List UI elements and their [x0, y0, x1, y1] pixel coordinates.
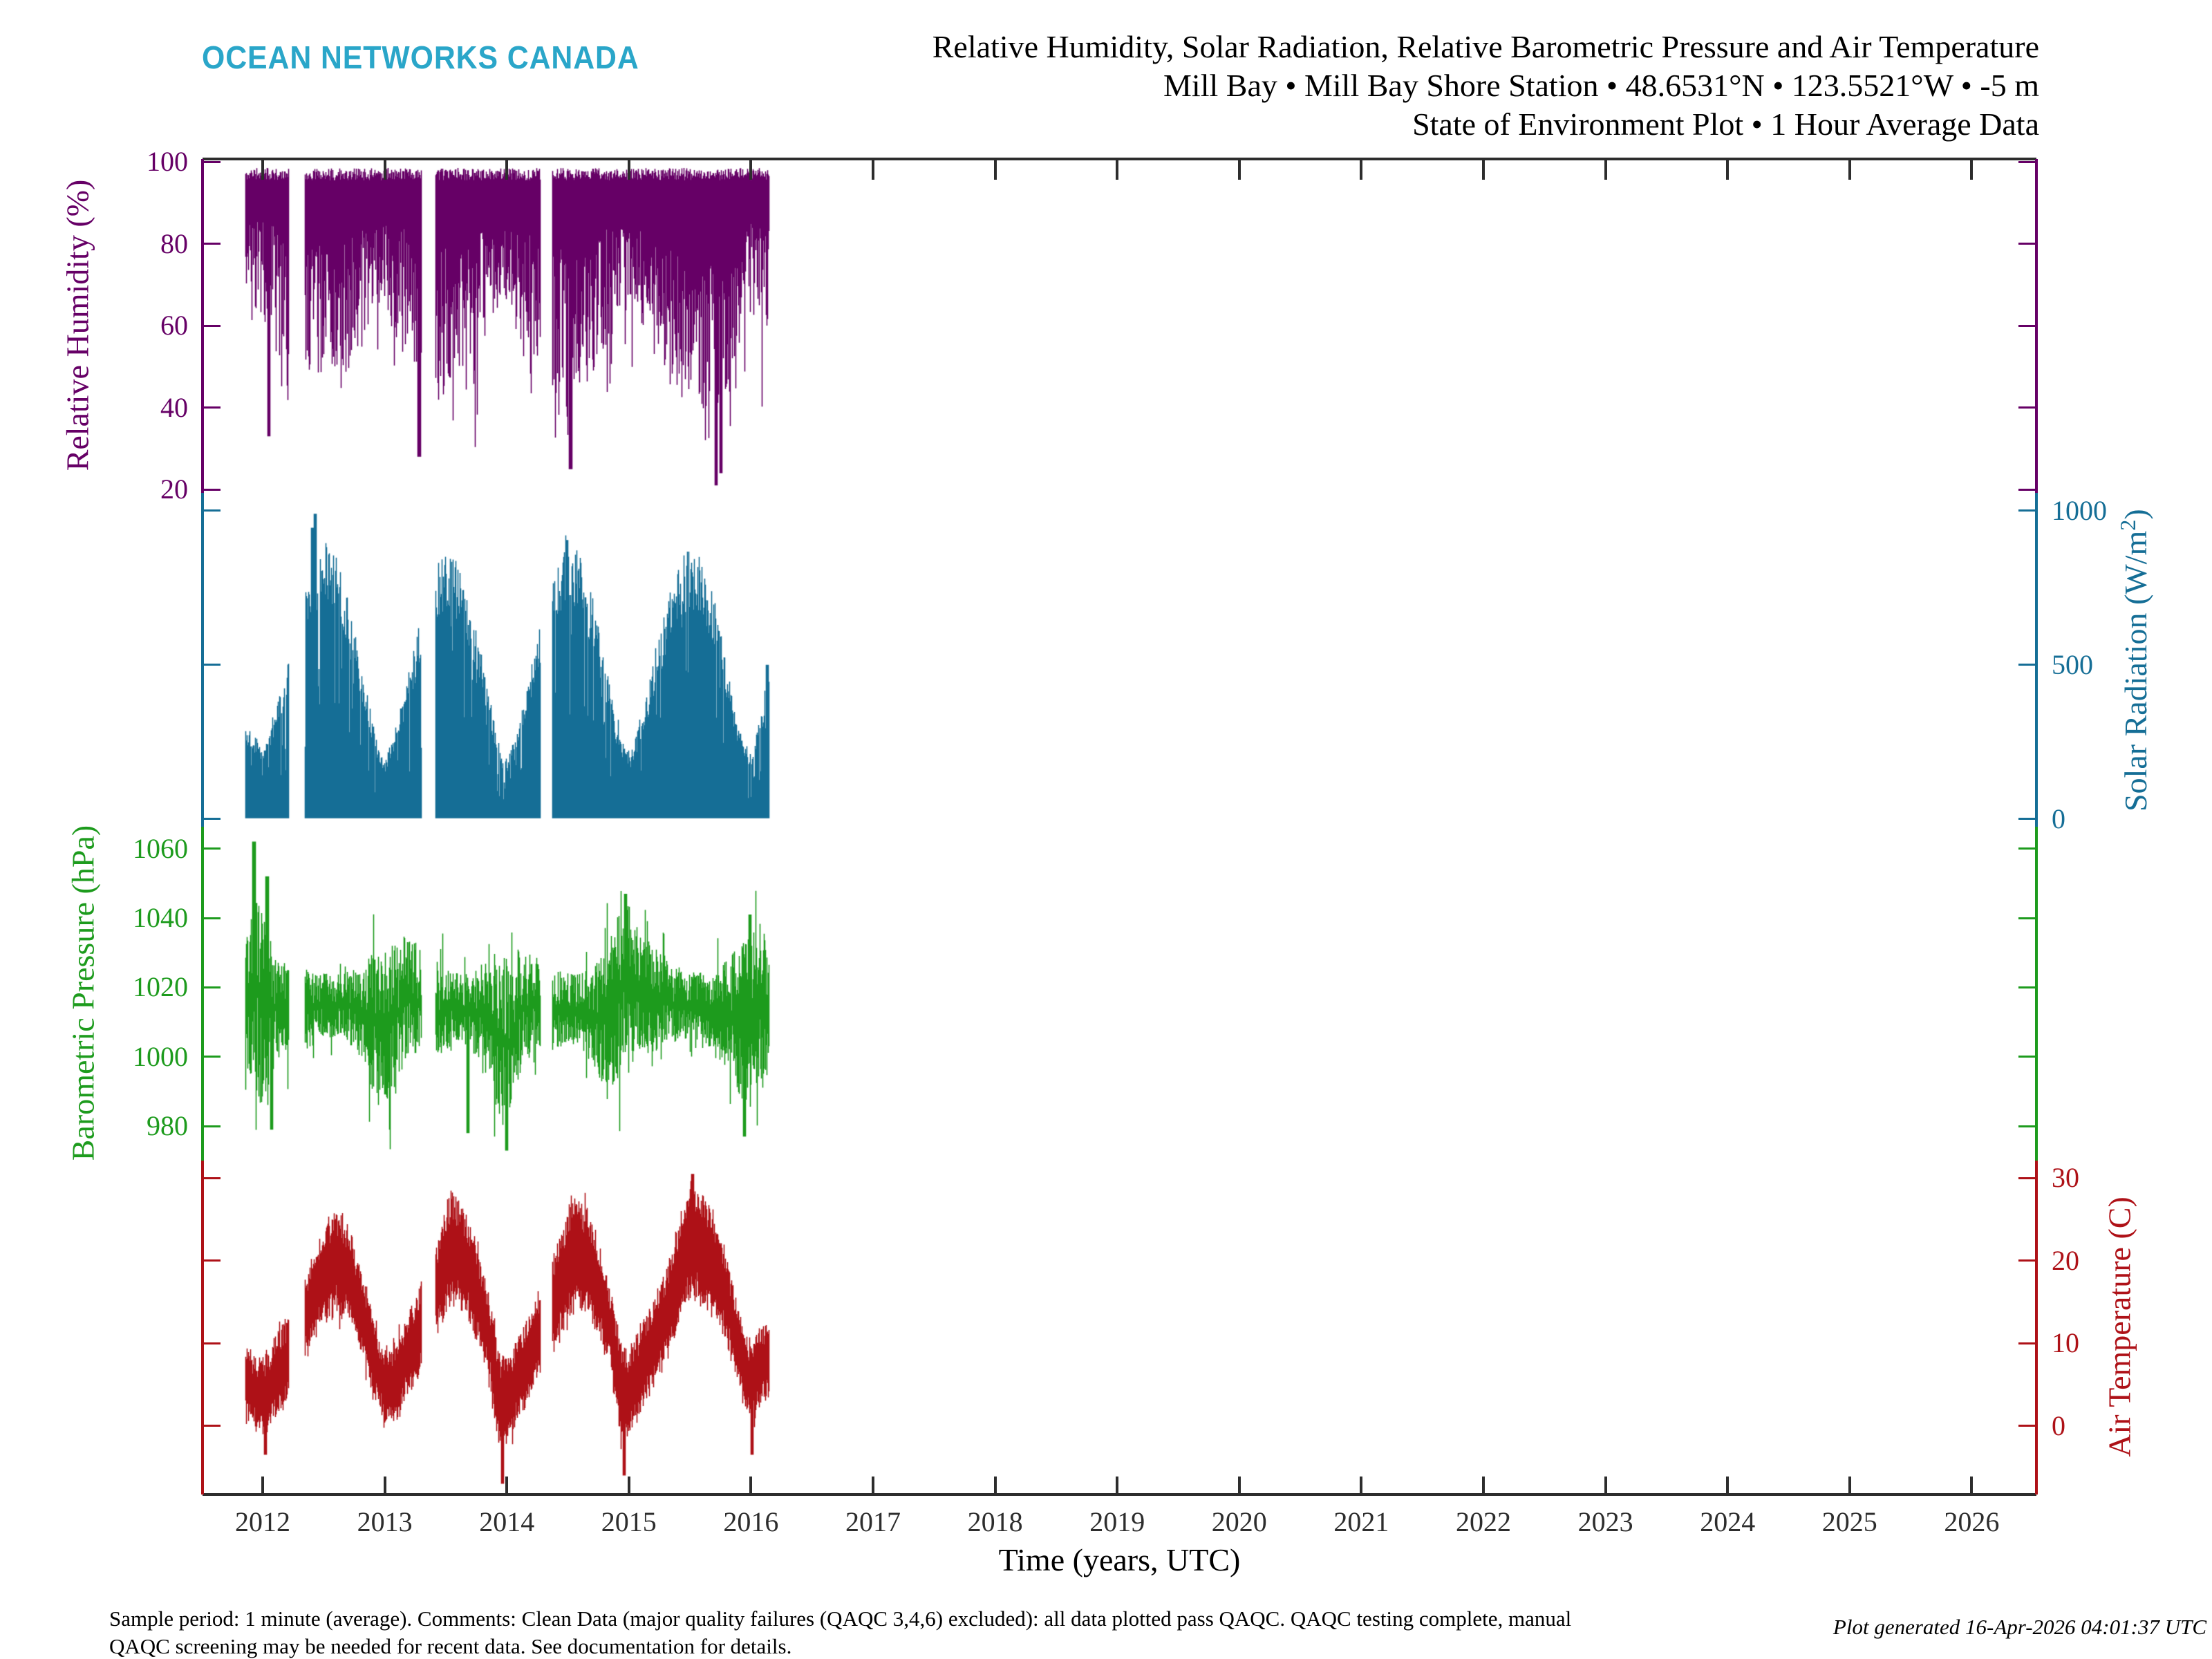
- plot-title-block: [932, 28, 2039, 144]
- x-axis-title: Time (years, UTC): [998, 1542, 1241, 1577]
- x-tick-label: 2026: [1944, 1506, 2000, 1537]
- y-tick-label: 100: [147, 146, 188, 178]
- y-axis-left-3: [201, 1161, 204, 1494]
- y-tick: [2018, 1342, 2036, 1344]
- y-tick-label: 20: [160, 474, 188, 505]
- y-tick: [203, 847, 221, 850]
- y-tick: [2018, 243, 2036, 245]
- y-tick: [2018, 489, 2036, 491]
- y-tick: [2018, 986, 2036, 988]
- x-tick-label: 2012: [235, 1506, 290, 1537]
- x-tick-bottom: [628, 1477, 630, 1494]
- x-tick-top: [628, 159, 630, 180]
- x-tick-top: [1482, 159, 1485, 180]
- axis-title-solar-radiation: Solar Radiation $(W/m^2)$: [2115, 508, 2154, 812]
- x-tick-label: 2020: [1211, 1506, 1267, 1537]
- y-tick: [203, 1125, 221, 1127]
- y-tick: [203, 986, 221, 988]
- y-tick: [203, 406, 221, 409]
- y-tick: [2018, 818, 2036, 820]
- x-tick-bottom: [1604, 1477, 1607, 1494]
- plot-title-line1: Relative Humidity, Solar Radiation, Relative Barometric Pressure and Air Temperature: [932, 29, 2039, 64]
- x-tick-label: 2015: [601, 1506, 657, 1537]
- x-tick-top: [1360, 159, 1362, 180]
- y-tick: [2018, 406, 2036, 409]
- y-tick-label: 0: [2052, 1409, 2065, 1441]
- x-tick-label: 2019: [1089, 1506, 1145, 1537]
- footer-note-line2: QAQC screening may be needed for recent data. See documentation for details.: [109, 1634, 792, 1658]
- x-tick-label: 2016: [723, 1506, 779, 1537]
- y-tick: [203, 1425, 221, 1427]
- axis-title-barometric-pressure: Barometric Pressure (hPa): [65, 825, 101, 1161]
- x-tick-bottom: [1238, 1477, 1241, 1494]
- y-tick: [203, 1056, 221, 1058]
- footer-note-line1: Sample period: 1 minute (average). Comments: Clean Data (major quality failures (QAQC 3,4,6) excluded): all data plotted pass QAQC. QAQC testing complete, manual: [109, 1606, 1572, 1631]
- y-tick: [2018, 847, 2036, 850]
- y-axis-left-2: [201, 827, 204, 1161]
- y-tick: [203, 1342, 221, 1344]
- x-tick-bottom: [1726, 1477, 1729, 1494]
- plot-generated-timestamp: Plot generated 16-Apr-2026 04:01:37 UTC: [1833, 1615, 2206, 1639]
- y-tick: [203, 489, 221, 491]
- x-tick-top: [1604, 159, 1607, 180]
- x-tick-top: [1238, 159, 1241, 180]
- x-tick-bottom: [749, 1477, 752, 1494]
- y-tick-label: 980: [147, 1110, 188, 1142]
- y-tick-label: 40: [160, 391, 188, 423]
- x-tick-top: [1970, 159, 1973, 180]
- x-tick-top: [1116, 159, 1118, 180]
- x-tick-top: [749, 159, 752, 180]
- x-tick-bottom: [994, 1477, 997, 1494]
- y-tick: [2018, 161, 2036, 163]
- x-tick-label: 2023: [1577, 1506, 1633, 1537]
- plot-title-line3: State of Environment Plot • 1 Hour Average Data: [1412, 106, 2039, 142]
- x-tick-top: [994, 159, 997, 180]
- x-tick-top: [261, 159, 264, 180]
- x-tick-bottom: [872, 1477, 874, 1494]
- plot-frame-bottom: [203, 1493, 2036, 1496]
- y-axis-left-1: [201, 493, 204, 827]
- y-tick-label: 80: [160, 227, 188, 259]
- y-axis-right-1: [2035, 493, 2038, 827]
- axis-title-relative-humidity: Relative Humidity (%): [59, 179, 95, 471]
- x-tick-label: 2013: [357, 1506, 413, 1537]
- y-tick: [2018, 325, 2036, 327]
- y-tick: [203, 325, 221, 327]
- x-tick-label: 2021: [1333, 1506, 1389, 1537]
- y-tick: [203, 243, 221, 245]
- y-tick-label: 10: [2052, 1327, 2079, 1359]
- y-tick: [203, 1177, 221, 1179]
- y-tick-label: 60: [160, 310, 188, 341]
- y-tick: [203, 161, 221, 163]
- y-tick: [2018, 1125, 2036, 1127]
- y-tick-label: 1020: [133, 971, 188, 1003]
- x-tick-top: [1848, 159, 1851, 180]
- x-tick-label: 2024: [1700, 1506, 1756, 1537]
- x-tick-bottom: [1848, 1477, 1851, 1494]
- y-tick: [2018, 1056, 2036, 1058]
- y-tick: [203, 818, 221, 820]
- y-tick-label: 30: [2052, 1162, 2079, 1194]
- x-tick-bottom: [261, 1477, 264, 1494]
- x-tick-bottom: [1360, 1477, 1362, 1494]
- y-tick-label: 20: [2052, 1244, 2079, 1276]
- y-tick-label: 1040: [133, 902, 188, 934]
- x-tick-bottom: [384, 1477, 386, 1494]
- y-tick: [203, 917, 221, 919]
- x-tick-label: 2018: [967, 1506, 1023, 1537]
- y-tick: [2018, 1259, 2036, 1262]
- y-axis-right-2: [2035, 827, 2038, 1161]
- x-tick-label: 2017: [845, 1506, 901, 1537]
- y-tick: [2018, 664, 2036, 666]
- footer-note: [109, 1605, 1782, 1659]
- y-tick: [2018, 1177, 2036, 1179]
- y-tick: [203, 1259, 221, 1262]
- y-axis-right-3: [2035, 1161, 2038, 1494]
- x-tick-bottom: [1482, 1477, 1485, 1494]
- x-tick-label: 2025: [1821, 1506, 1877, 1537]
- x-tick-bottom: [505, 1477, 508, 1494]
- y-tick-label: 0: [2052, 803, 2065, 834]
- axis-title-air-temperature: Air Temperature (C): [2101, 1196, 2137, 1457]
- y-tick-label: 1000: [2052, 494, 2107, 526]
- x-tick-bottom: [1970, 1477, 1973, 1494]
- x-tick-label: 2014: [479, 1506, 535, 1537]
- x-tick-label: 2022: [1456, 1506, 1511, 1537]
- plot-frame-top: [203, 158, 2036, 160]
- y-tick-label: 1060: [133, 832, 188, 864]
- x-tick-top: [384, 159, 386, 180]
- y-tick-label: 500: [2052, 648, 2093, 680]
- plot-title-line2: Mill Bay • Mill Bay Shore Station • 48.6531°N • 123.5521°W • -5 m: [1163, 68, 2039, 103]
- onc-logo: OCEAN NETWORKS CANADA: [202, 39, 639, 75]
- x-tick-top: [1726, 159, 1729, 180]
- y-tick: [203, 509, 221, 512]
- y-tick: [2018, 1425, 2036, 1427]
- x-tick-top: [872, 159, 874, 180]
- y-tick: [2018, 917, 2036, 919]
- x-tick-top: [505, 159, 508, 180]
- x-tick-bottom: [1116, 1477, 1118, 1494]
- y-tick: [203, 664, 221, 666]
- y-tick-label: 1000: [133, 1040, 188, 1072]
- y-tick: [2018, 509, 2036, 512]
